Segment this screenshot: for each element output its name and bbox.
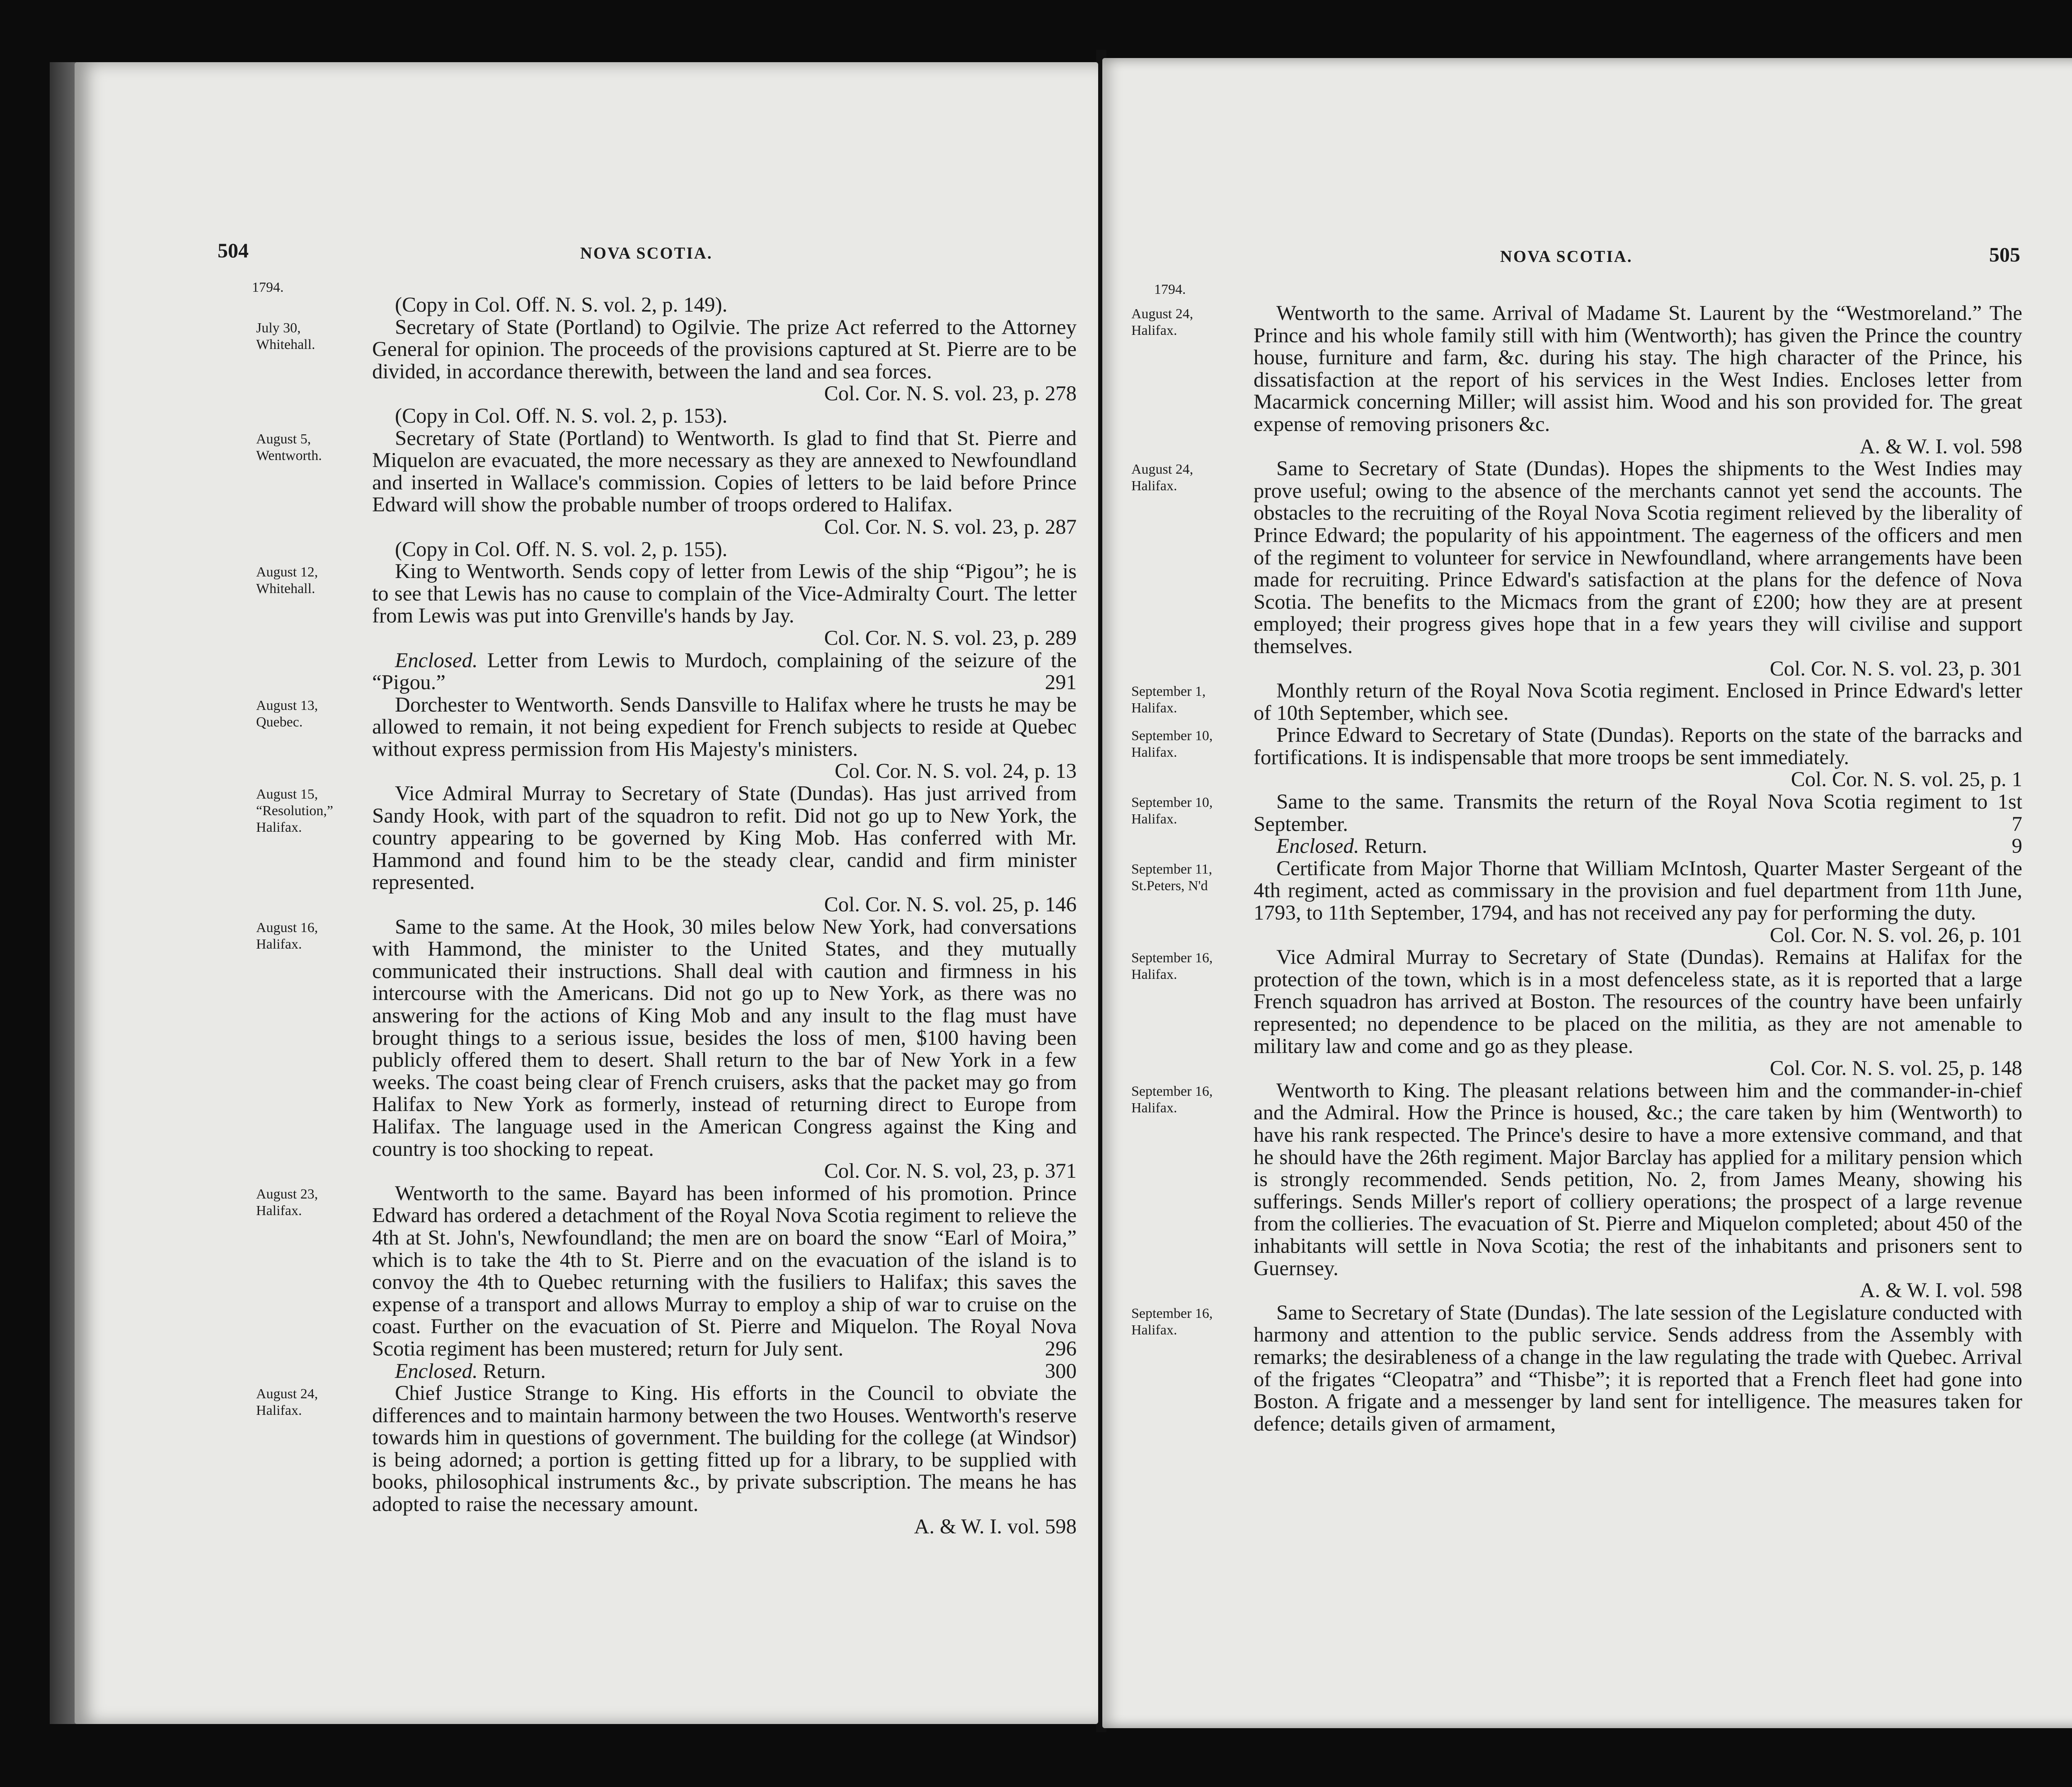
entry-paragraph (372, 317, 1077, 383)
entry-paragraph (1254, 947, 2022, 1058)
entry-paragraph (372, 539, 1077, 561)
entry-date: September 16, Halifax. (1131, 1305, 1213, 1338)
entry-date: September 16, Halifax. (1131, 1083, 1213, 1116)
entry-body (372, 317, 1077, 428)
entry-paragraph (372, 294, 1077, 317)
paragraph-text: Chief Justice Strange to King. His efforts in the Council to obviate the differences and to maintain harmony between the two Houses. Wentworth's reserve towards him in questions of government. The building for the college (at Windsor) is being adorned; a portion is getting fitted up for a library, to be supplied with books, philosophical instruments &c., by private subscription. The means he has adopted to raise the necessary amount. (372, 1382, 1077, 1516)
paragraph-text: Same to the same. Transmits the return of the Royal Nova Scotia regiment to 1st September. (1254, 790, 2022, 836)
entry-paragraph (1254, 458, 2022, 658)
entry-date: August 24, Halifax. (1131, 306, 1193, 338)
entry-body (1254, 1302, 2022, 1436)
source-reference: A. & W. I. vol. 598 (1859, 1279, 2022, 1303)
entry-date: August 12, Whitehall. (256, 564, 318, 597)
entry-paragraph (372, 916, 1077, 1161)
entry-date: September 11, St.Peters, N'd (1131, 861, 1213, 894)
right-running-head: NOVA SCOTIA. (1500, 247, 1633, 266)
source-reference: Col. Cor. N. S. vol. 23, p. 287 (824, 515, 1077, 539)
paragraph-text: King to Wentworth. Sends copy of letter from Lewis of the ship “Pigou”; he is to see that Lewis has no cause to complain of the Vice-Admiralty Court. The letter from Lewis was put into Grenville's hands by Jay. (372, 560, 1077, 628)
source-reference: Col. Cor. N. S. vol. 24, p. 13 (835, 760, 1077, 783)
entry-body (1254, 858, 2022, 947)
entry-body (1254, 791, 2022, 858)
entry-paragraph (1254, 724, 2022, 769)
paragraph-text: Same to Secretary of State (Dundas). The late session of the Legislature conducted with harmony and attention to the public service. Sends address from the Assembly with remarks; the desirableness of a change in the law regulating the trade with Quebec. Arrival of the frigates “Cleopatra” and “Thisbe”; it is reported that a French fleet had gone into Boston. A frigate and a messenger by land sent for intelligence. The measures taken for defence; details given of armament, (1254, 1301, 2022, 1436)
source-reference: Col. Cor. N. S. vol. 25, p. 148 (1769, 1057, 2022, 1080)
paragraph-text: (Copy in Col. Off. N. S. vol. 2, p. 153). (395, 404, 728, 428)
entry-date: August 24, Halifax. (1131, 462, 1193, 494)
entry-paragraph (1254, 791, 2022, 835)
entry-paragraph (372, 1183, 1077, 1361)
calendar-entry (1131, 458, 2022, 680)
entry-date: September 10, Halifax. (1131, 728, 1213, 760)
entry-body (372, 916, 1077, 1183)
entry-body (372, 694, 1077, 783)
calendar-entry (256, 783, 1077, 916)
entry-paragraph (372, 1383, 1077, 1516)
entry-date (256, 294, 372, 317)
source-reference: Col. Cor. N. S. vol. 25, p. 146 (824, 893, 1077, 917)
entry-paragraph (1254, 1302, 2022, 1436)
paragraph-text: Wentworth to the same. Bayard has been informed of his promotion. Prince Edward has ordered a detachment of the Royal Nova Scotia regiment to relieve the 4th at St. John's, Newfoundland; the men are on board the snow “Earl of Moira,” which is to take the 4th to St. Pierre and on the evacuation of the island is to convoy the 4th to Quebec returning with the fusiliers to Halifax; this saves the expense of a transport and allows Murray to employ a ship of war to cruise on the coast. Further on the evacuation of St. Pierre and Miquelon. The Royal Nova Scotia regiment has been mustered; return for July sent. (372, 1182, 1077, 1361)
entry-paragraph (372, 650, 1077, 694)
entry-body (372, 561, 1077, 694)
source-reference: Col. Cor. N. S. vol. 23, p. 301 (1769, 657, 2022, 680)
right-page-number: 505 (1989, 243, 2020, 266)
entry-date: August 24, Halifax. (256, 1386, 318, 1419)
left-running-head: NOVA SCOTIA. (580, 244, 713, 262)
calendar-entry (256, 916, 1077, 1183)
paragraph-text: Return. (1364, 835, 1428, 858)
entry-body (1254, 680, 2022, 724)
source-reference: Col. Cor. N. S. vol, 23, p. 371 (824, 1160, 1077, 1183)
entry-paragraph (372, 428, 1077, 516)
entry-body (1254, 724, 2022, 791)
entry-date: August 23, Halifax. (256, 1186, 318, 1218)
entry-body (1254, 1080, 2022, 1302)
left-entries (252, 280, 1077, 1538)
left-year: 1794. (252, 280, 284, 295)
entry-body (372, 783, 1077, 916)
paragraph-text: Prince Edward to Secretary of State (Dundas). Reports on the state of the barracks and fortifications. It is indispensable that more troops be sent immediately. (1254, 724, 2022, 769)
source-reference: Col. Cor. N. S. vol. 23, p. 289 (824, 626, 1077, 650)
entry-date: August 13, Quebec. (256, 697, 318, 730)
right-year: 1794. (1154, 282, 1186, 297)
entry-date: August 15, “Resolution,” Halifax. (256, 787, 334, 835)
reference-number: 296 (1045, 1337, 1077, 1361)
left-page (75, 62, 1098, 1724)
paragraph-text: Secretary of State (Portland) to Wentworth. Is glad to find that St. Pierre and Miquelon are evacuated, the more necessary as they are annexed to Newfoundland and inserted in Wallace's commission. Copies of letters to be laid before Prince Edward will show the probable number of troops ordered to Halifax. (372, 426, 1077, 517)
source-reference: Col. Cor. N. S. vol. 26, p. 101 (1769, 923, 2022, 947)
paragraph-text: Monthly return of the Royal Nova Scotia regiment. Enclosed in Prince Edward's letter of 10th September, which see. (1254, 679, 2022, 725)
entry-body (1254, 303, 2022, 458)
entry-paragraph (1254, 858, 2022, 925)
calendar-entry (1131, 791, 2022, 858)
entry-date: September 16, Halifax. (1131, 950, 1213, 983)
entry-paragraph (372, 1361, 1077, 1383)
paragraph-text: Vice Admiral Murray to Secretary of State (Dundas). Has just arrived from Sandy Hook, with part of the squadron to refit. Did not go up to New York, the country appearing to be governed by King Mob. Has conferred with Mr. Hammond and found him to be the steady clear, candid and firm minister represented. (372, 782, 1077, 894)
entry-paragraph (372, 694, 1077, 761)
calendar-entry (256, 317, 1077, 428)
paragraph-text: Secretary of State (Portland) to Ogilvie. The prize Act referred to the Attorney General for opinion. The proceeds of the provisions captured at St. Pierre are to be divided, in accordance therewith, between the land and sea forces. (372, 315, 1077, 383)
paragraph-text: Wentworth to the same. Arrival of Madame St. Laurent by the “Westmoreland.” The Prince and his whole family still with him (Wentworth); has given the Prince the country house, furniture and farm, &c. during his stay. The high character of the Prince, his dissatisfaction at the report of his services in the West Indies. Encloses letter from Macarmick concerning Miller; will assist him. Wood and his son provided for. The great expense of removing prisoners &c. (1254, 302, 2022, 436)
reference-number: 9 (2011, 835, 2022, 858)
paragraph-text: Same to the same. At the Hook, 30 miles below New York, had conversations with Hammond, the minister to the United States, and they mutually communicated their instructions. Shall deal with caution and firmness in his intercourse with the Americans. Did not go up to New York, as there was no answering for the actions of King Mob and any insult to the flag must have brought things to a serious issue, besides the loss of men, $100 having been publicly offered them to desert. Shall return to the bar of New York in a few weeks. The coast being clear of French cruisers, asks that the packet may go from Halifax to New York as formerly, instead of returning direct to Europe from Halifax. The language used in the American Congress against the King and country is too shocking to repeat. (372, 915, 1077, 1161)
entry-paragraph (1254, 680, 2022, 724)
enclosed-label: Enclosed. (395, 649, 478, 672)
source-reference: A. & W. I. vol. 598 (1859, 435, 2022, 458)
entry-paragraph (1254, 303, 2022, 436)
entry-paragraph (372, 561, 1077, 627)
paragraph-text: Certificate from Major Thorne that William McIntosh, Quarter Master Sergeant of the 4th regiment, acted as commissary in the provision and fuel department from 11th June, 1793, to 11th September, 1794, and has not received any pay for performing the duty. (1254, 857, 2022, 925)
entry-body (372, 294, 1077, 317)
calendar-entry (1131, 303, 2022, 458)
calendar-entry (1131, 858, 2022, 947)
reference-number: 291 (1045, 671, 1077, 695)
entry-body (372, 1183, 1077, 1383)
entry-date: September 1, Halifax. (1131, 684, 1206, 716)
calendar-entry (1131, 1302, 2022, 1436)
right-page (1102, 58, 2072, 1728)
paragraph-text: Return. (483, 1359, 546, 1383)
left-page-number: 504 (218, 239, 249, 262)
calendar-entry (1131, 1080, 2022, 1302)
calendar-entry (1131, 680, 2022, 724)
entry-body (372, 1383, 1077, 1538)
calendar-entry (1131, 947, 2022, 1080)
calendar-entry (256, 694, 1077, 783)
paragraph-text: Dorchester to Wentworth. Sends Dansville to Halifax where he trusts he may be allowed to remain, it not being expedient for French subjects to reside at Quebec without express permission from His Majesty's ministers. (372, 693, 1077, 761)
entry-paragraph (372, 405, 1077, 428)
reference-number: 300 (1045, 1359, 1077, 1383)
paragraph-text: (Copy in Col. Off. N. S. vol. 2, p. 155). (395, 538, 728, 561)
calendar-entry (256, 1383, 1077, 1538)
entry-paragraph (1254, 835, 2022, 858)
calendar-entry (1131, 724, 2022, 791)
entry-date: August 16, Halifax. (256, 920, 318, 952)
paragraph-text: Letter from Lewis to Murdoch, complaining of the seizure of the “Pigou.” (372, 649, 1077, 695)
entry-date: July 30, Whitehall. (256, 320, 315, 352)
calendar-entry (256, 561, 1077, 694)
enclosed-label: Enclosed. (1276, 835, 1359, 858)
calendar-entry (256, 1183, 1077, 1383)
entry-body (1254, 947, 2022, 1080)
entry-paragraph (1254, 1080, 2022, 1280)
paragraph-text: Vice Admiral Murray to Secretary of State (Dundas). Remains at Halifax for the protection of the town, which is in a most defenceless state, as it is reported that a large French squadron has arrived at Boston. The resources of the country have been unfairly represented; no dependence to be placed on the militia, as they are not amenable to military law and come and go as they please. (1254, 946, 2022, 1058)
source-reference: A. & W. I. vol. 598 (914, 1515, 1077, 1538)
paragraph-text: Wentworth to King. The pleasant relations between him and the commander-in-chief and the Admiral. How the Prince is housed, &c.; the care taken by him (Wentworth) to have his rank respected. The Prince's desire to have a more extensive command, and that he should have the 26th regiment. Major Barclay has applied for a military pension which is strongly recommended. Sends petition, No. 2, from James Meany, showing his sufferings. Sends Miller's report of colliery operations; the prospect of a large revenue from the collieries. The evacuation of St. Pierre and Miquelon completed; about 450 of the inhabitants will settle in Nova Scotia; the rest of the inhabitants and prisoners sent to Guernsey. (1254, 1079, 2022, 1280)
paragraph-text: (Copy in Col. Off. N. S. vol. 2, p. 149). (395, 293, 728, 317)
right-entries (1131, 282, 2022, 1435)
reference-number: 7 (2011, 812, 2022, 836)
entry-body (372, 428, 1077, 561)
entry-date: September 10, Halifax. (1131, 795, 1213, 827)
paragraph-text: Same to Secretary of State (Dundas). Hopes the shipments to the West Indies may prove useful; owing to the absence of the merchants cannot yet send the accounts. The obstacles to the recruiting of the Royal Nova Scotia regiment relieved by the liberality of Prince Edward; the popularity of his appointment. The eagerness of the officers and men of the regiment to volunteer for service in Newfoundland, where arrangements have been made for recruiting. Prince Edward's satisfaction at the plans for the defence of Nova Scotia. The benefits to the Micmacs from the grant of £200; how they are at present employed; their progress gives hope that in a few years they will civilise and support themselves. (1254, 457, 2022, 658)
entry-date: August 5, Wentworth. (256, 431, 322, 463)
entry-body (1254, 458, 2022, 680)
calendar-entry (256, 294, 1077, 317)
calendar-entry (256, 428, 1077, 561)
entry-paragraph (372, 783, 1077, 894)
source-reference: Col. Cor. N. S. vol. 25, p. 1 (1791, 768, 2022, 792)
enclosed-label: Enclosed. (395, 1359, 478, 1383)
source-reference: Col. Cor. N. S. vol. 23, p. 278 (824, 382, 1077, 406)
